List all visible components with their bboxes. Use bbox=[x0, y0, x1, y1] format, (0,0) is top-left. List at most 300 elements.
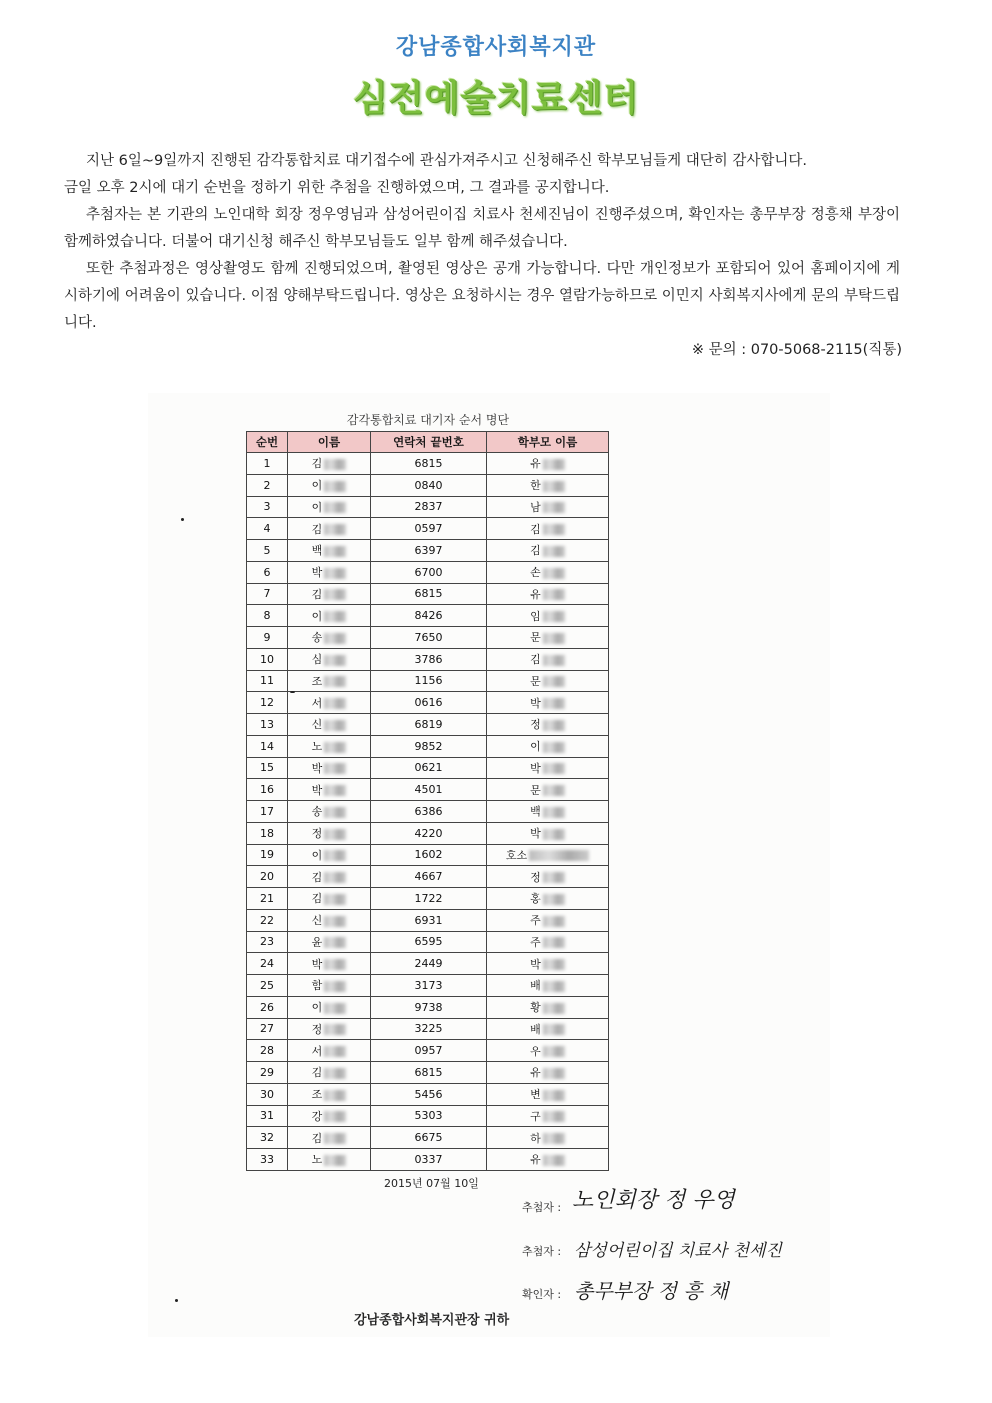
table-cell bbox=[487, 975, 609, 997]
redaction-blur bbox=[543, 568, 565, 579]
table-row bbox=[247, 1018, 609, 1040]
table-cell bbox=[371, 1062, 487, 1084]
cell-text: 우 bbox=[530, 1044, 541, 1058]
cell-text: 김 bbox=[311, 1066, 323, 1080]
redaction-blur bbox=[324, 1090, 346, 1101]
table-cell bbox=[247, 1018, 288, 1040]
cell-text: 문 bbox=[530, 783, 541, 797]
cell-text: 문 bbox=[530, 631, 541, 645]
signature-label-1: 추첨자 : bbox=[522, 1201, 562, 1214]
cell-text: 18 bbox=[260, 826, 274, 840]
table-cell bbox=[288, 1105, 371, 1127]
table-row bbox=[247, 1105, 609, 1127]
cell-text: 변 bbox=[530, 1088, 541, 1102]
table-cell bbox=[487, 1149, 609, 1171]
redaction-blur bbox=[324, 589, 346, 600]
table-cell bbox=[247, 496, 288, 518]
cell-text: 2 bbox=[263, 478, 271, 492]
table-cell bbox=[487, 866, 609, 888]
redaction-blur bbox=[324, 807, 346, 818]
cell-text: 호소 bbox=[505, 848, 528, 862]
cell-text: 17 bbox=[260, 804, 274, 818]
cell-text: 30 bbox=[260, 1087, 274, 1101]
table-cell bbox=[487, 692, 609, 714]
table-row bbox=[247, 1040, 609, 1062]
cell-text: 김 bbox=[311, 587, 323, 601]
table-cell bbox=[288, 648, 371, 670]
cell-text: 김 bbox=[311, 892, 323, 906]
cell-text: 12 bbox=[260, 696, 274, 710]
cell-text: 33 bbox=[260, 1152, 274, 1166]
cell-text: 8 bbox=[263, 609, 271, 623]
cell-text: 신 bbox=[311, 718, 323, 732]
redaction-blur bbox=[529, 850, 589, 861]
signature-label-3: 확인자 : bbox=[522, 1288, 562, 1301]
redaction-blur bbox=[543, 524, 565, 535]
table-cell bbox=[247, 1105, 288, 1127]
signature-3: 총무부장 정 흥 채 bbox=[574, 1279, 729, 1303]
notice-paragraph-1: 지난 6일~9일까지 진행된 감각통합치료 대기접수에 관심가져주시고 신청해주신 학부모님들게 대단히 감사합니다. bbox=[86, 153, 808, 169]
cell-text: 26 bbox=[260, 1000, 274, 1014]
list-title: 감각통합치료 대기자 순서 명단 bbox=[346, 413, 510, 427]
redaction-blur bbox=[324, 524, 346, 535]
table-cell bbox=[371, 605, 487, 627]
table-cell bbox=[288, 1062, 371, 1084]
table-cell bbox=[288, 605, 371, 627]
contact-info: ※ 문의 : 070-5068-2115(직통) bbox=[691, 342, 902, 358]
table-cell bbox=[487, 735, 609, 757]
cell-text: 김 bbox=[311, 522, 323, 536]
table-cell bbox=[247, 844, 288, 866]
cell-text: 이 bbox=[311, 609, 323, 623]
table-cell bbox=[371, 1018, 487, 1040]
redaction-blur bbox=[324, 611, 346, 622]
table-cell bbox=[487, 844, 609, 866]
table-cell bbox=[247, 1127, 288, 1149]
table-cell bbox=[487, 1127, 609, 1149]
cell-text: 9 bbox=[263, 630, 271, 644]
redaction-blur bbox=[324, 568, 346, 579]
cell-text: 5303 bbox=[414, 1109, 443, 1123]
redaction-blur bbox=[543, 872, 565, 883]
table-cell bbox=[371, 822, 487, 844]
cell-text: 8426 bbox=[414, 609, 443, 623]
cell-text: 15 bbox=[260, 761, 274, 775]
cell-text: 6675 bbox=[414, 1131, 443, 1145]
table-row bbox=[247, 844, 609, 866]
table-row bbox=[247, 453, 609, 475]
redaction-blur bbox=[543, 1024, 565, 1035]
cell-text: 박 bbox=[530, 957, 541, 971]
table-cell bbox=[487, 627, 609, 649]
redaction-blur bbox=[543, 633, 565, 644]
cell-text: 3225 bbox=[414, 1022, 443, 1036]
redaction-blur bbox=[543, 763, 565, 774]
table-cell bbox=[288, 583, 371, 605]
cell-text: 함 bbox=[311, 979, 323, 993]
notice-body bbox=[64, 148, 900, 337]
redaction-blur bbox=[543, 502, 565, 513]
redaction-blur bbox=[324, 894, 346, 905]
table-cell bbox=[288, 1018, 371, 1040]
table-row bbox=[247, 692, 609, 714]
cell-text: 김 bbox=[530, 653, 541, 667]
table-cell bbox=[371, 779, 487, 801]
table-row bbox=[247, 627, 609, 649]
table-cell bbox=[371, 909, 487, 931]
cell-text: 16 bbox=[260, 783, 274, 797]
table-cell bbox=[288, 518, 371, 540]
cell-text: 6815 bbox=[414, 456, 443, 470]
redaction-blur bbox=[543, 959, 565, 970]
table-cell bbox=[371, 474, 487, 496]
cell-text: 6819 bbox=[414, 717, 443, 731]
cell-text: 김 bbox=[311, 457, 323, 471]
cell-text: 주 bbox=[530, 914, 541, 928]
table-row bbox=[247, 909, 609, 931]
table-cell bbox=[247, 474, 288, 496]
redaction-blur bbox=[324, 981, 346, 992]
table-row bbox=[247, 496, 609, 518]
table-cell bbox=[371, 1083, 487, 1105]
scan-speck bbox=[290, 691, 295, 693]
table-cell bbox=[288, 540, 371, 562]
table-cell bbox=[247, 996, 288, 1018]
table-row bbox=[247, 1083, 609, 1105]
table-cell bbox=[288, 1083, 371, 1105]
table-cell bbox=[371, 583, 487, 605]
cell-text: 이 bbox=[311, 1001, 323, 1015]
redaction-blur bbox=[324, 959, 346, 970]
cell-text: 배 bbox=[530, 979, 541, 993]
cell-text: 31 bbox=[260, 1109, 274, 1123]
table-cell bbox=[371, 540, 487, 562]
cell-text: 유 bbox=[530, 457, 541, 471]
table-cell bbox=[247, 735, 288, 757]
table-cell bbox=[288, 888, 371, 910]
redaction-blur bbox=[543, 1111, 565, 1122]
cell-text: 22 bbox=[260, 913, 274, 927]
table-cell bbox=[487, 670, 609, 692]
table-row bbox=[247, 1062, 609, 1084]
redaction-blur bbox=[543, 1090, 565, 1101]
notice-paragraph-2: 추첨자는 본 기관의 노인대학 회장 정우영님과 삼성어린이집 치료사 천세진님이 진행주셨으며, 확인자는 총무부장 정흥채 부장이 함께하였습니다. 더불어 대기신청 해주신 학부모님들도 일부 함께 해주셨습니다. bbox=[64, 207, 900, 250]
table-cell bbox=[487, 1083, 609, 1105]
table-cell bbox=[247, 1062, 288, 1084]
cell-text: 5456 bbox=[414, 1087, 443, 1101]
cell-text: 21 bbox=[260, 891, 274, 905]
table-cell bbox=[371, 757, 487, 779]
cell-text: 박 bbox=[530, 761, 541, 775]
table-cell bbox=[487, 1105, 609, 1127]
table-cell bbox=[371, 518, 487, 540]
table-cell bbox=[247, 583, 288, 605]
redaction-blur bbox=[543, 1003, 565, 1014]
cell-text: 박 bbox=[311, 957, 323, 971]
waitlist-table bbox=[246, 431, 609, 1171]
redaction-blur bbox=[324, 655, 346, 666]
table-cell bbox=[247, 866, 288, 888]
table-cell bbox=[247, 822, 288, 844]
table-cell bbox=[487, 779, 609, 801]
notice-paragraph-3: 또한 추첨과정은 영상촬영도 함께 진행되었으며, 촬영된 영상은 공개 가능합니다. 다만 개인정보가 포함되어 있어 홈페이지에 게시하기에 어려움이 있습니다. 이점 양해부탁드립니다. 영상은 요청하시는 경우 열람가능하므로 이민지 사회복지사에게 문의 부탁드립니다. bbox=[64, 261, 900, 331]
cell-text: 구 bbox=[530, 1109, 541, 1123]
redaction-blur bbox=[324, 676, 346, 687]
redaction-blur bbox=[324, 1155, 346, 1166]
table-row bbox=[247, 670, 609, 692]
table-cell bbox=[487, 1040, 609, 1062]
cell-text: 송 bbox=[311, 631, 323, 645]
table-cell bbox=[288, 844, 371, 866]
table-cell bbox=[288, 822, 371, 844]
table-row bbox=[247, 996, 609, 1018]
table-cell bbox=[247, 888, 288, 910]
table-cell bbox=[371, 888, 487, 910]
table-cell bbox=[487, 1062, 609, 1084]
table-cell bbox=[487, 888, 609, 910]
table-cell bbox=[247, 714, 288, 736]
redaction-blur bbox=[324, 481, 346, 492]
table-cell bbox=[247, 692, 288, 714]
table-row bbox=[247, 1127, 609, 1149]
cell-text: 32 bbox=[260, 1131, 274, 1145]
cell-text: 0597 bbox=[414, 522, 443, 536]
cell-text: 0957 bbox=[414, 1044, 443, 1058]
cell-text: 백 bbox=[311, 544, 323, 558]
cell-text: 2449 bbox=[414, 957, 443, 971]
table-cell bbox=[371, 844, 487, 866]
redaction-blur bbox=[324, 872, 346, 883]
cell-text: 7650 bbox=[414, 630, 443, 644]
notice-paragraph-1b: 금일 오후 2시에 대기 순번을 정하기 위한 추첨을 진행하였으며, 그 결과를 공지합니다. bbox=[64, 180, 610, 196]
redaction-blur bbox=[543, 1155, 565, 1166]
table-cell bbox=[371, 975, 487, 997]
table-cell bbox=[487, 909, 609, 931]
redaction-blur bbox=[324, 1068, 346, 1079]
cell-text: 6815 bbox=[414, 587, 443, 601]
table-cell bbox=[288, 866, 371, 888]
table-cell bbox=[371, 670, 487, 692]
cell-text: 4 bbox=[263, 522, 271, 536]
cell-text: 24 bbox=[260, 957, 274, 971]
cell-text: 1722 bbox=[414, 891, 443, 905]
table-cell bbox=[247, 1083, 288, 1105]
table-header-row bbox=[247, 432, 609, 453]
cell-text: 9852 bbox=[414, 739, 443, 753]
cell-text: 백 bbox=[530, 805, 541, 819]
cell-text: 0337 bbox=[414, 1152, 443, 1166]
table-cell bbox=[288, 801, 371, 823]
cell-text: 2837 bbox=[414, 500, 443, 514]
table-cell bbox=[371, 953, 487, 975]
redaction-blur bbox=[324, 459, 346, 470]
table-row bbox=[247, 714, 609, 736]
table-row bbox=[247, 1149, 609, 1171]
cell-text: 유 bbox=[530, 587, 541, 601]
table-cell bbox=[371, 627, 487, 649]
table-cell bbox=[288, 496, 371, 518]
redaction-blur bbox=[324, 720, 346, 731]
cell-text: 0616 bbox=[414, 696, 443, 710]
redaction-blur bbox=[324, 785, 346, 796]
table-cell bbox=[371, 1040, 487, 1062]
cell-text: 11 bbox=[260, 674, 274, 688]
table-row bbox=[247, 779, 609, 801]
table-cell bbox=[371, 866, 487, 888]
cell-text: 3786 bbox=[414, 652, 443, 666]
cell-text: 노 bbox=[311, 1153, 323, 1167]
column-header: 학부모 이름 bbox=[487, 432, 609, 453]
cell-text: 0621 bbox=[414, 761, 443, 775]
redaction-blur bbox=[543, 937, 565, 948]
cell-text: 신 bbox=[311, 914, 323, 928]
redaction-blur bbox=[543, 742, 565, 753]
redaction-blur bbox=[324, 937, 346, 948]
redaction-blur bbox=[543, 1046, 565, 1057]
table-cell bbox=[247, 561, 288, 583]
cell-text: 조 bbox=[311, 674, 323, 688]
cell-text: 배 bbox=[530, 1022, 541, 1036]
table-cell bbox=[247, 540, 288, 562]
table-row bbox=[247, 474, 609, 496]
cell-text: 27 bbox=[260, 1022, 274, 1036]
redaction-blur bbox=[543, 894, 565, 905]
table-cell bbox=[371, 801, 487, 823]
cell-text: 23 bbox=[260, 935, 274, 949]
redaction-blur bbox=[543, 676, 565, 687]
table-cell bbox=[371, 931, 487, 953]
cell-text: 10 bbox=[260, 652, 274, 666]
redaction-blur bbox=[543, 1068, 565, 1079]
cell-text: 정 bbox=[311, 827, 323, 841]
cell-text: 5 bbox=[263, 543, 271, 557]
table-cell bbox=[371, 496, 487, 518]
cell-text: 박 bbox=[311, 566, 323, 580]
table-row bbox=[247, 888, 609, 910]
table-cell bbox=[288, 975, 371, 997]
redaction-blur bbox=[543, 698, 565, 709]
redaction-blur bbox=[543, 655, 565, 666]
table-row bbox=[247, 583, 609, 605]
cell-text: 손 bbox=[530, 566, 541, 580]
cell-text: 3 bbox=[263, 500, 271, 514]
table-cell bbox=[487, 714, 609, 736]
table-cell bbox=[247, 801, 288, 823]
table-cell bbox=[487, 931, 609, 953]
cell-text: 29 bbox=[260, 1065, 274, 1079]
table-row bbox=[247, 540, 609, 562]
signature-2: 삼성어린이집 치료사 천세진 bbox=[574, 1241, 782, 1261]
cell-text: 4220 bbox=[414, 826, 443, 840]
redaction-blur bbox=[324, 1003, 346, 1014]
cell-text: 송 bbox=[311, 805, 323, 819]
table-row bbox=[247, 801, 609, 823]
table-cell bbox=[247, 931, 288, 953]
cell-text: 박 bbox=[530, 696, 541, 710]
table-cell bbox=[487, 605, 609, 627]
cell-text: 0840 bbox=[414, 478, 443, 492]
cell-text: 6 bbox=[263, 565, 271, 579]
table-cell bbox=[288, 1127, 371, 1149]
table-row bbox=[247, 757, 609, 779]
table-cell bbox=[288, 453, 371, 475]
table-cell bbox=[371, 714, 487, 736]
table-cell bbox=[487, 757, 609, 779]
signature-1: 노인회장 정 우영 bbox=[572, 1188, 735, 1213]
table-cell bbox=[487, 540, 609, 562]
table-cell bbox=[288, 909, 371, 931]
table-cell bbox=[288, 561, 371, 583]
table-cell bbox=[288, 1040, 371, 1062]
cell-text: 이 bbox=[530, 740, 541, 754]
table-cell bbox=[487, 474, 609, 496]
table-cell bbox=[247, 518, 288, 540]
cell-text: 강 bbox=[311, 1109, 323, 1123]
cell-text: 이 bbox=[311, 500, 323, 514]
cell-text: 25 bbox=[260, 978, 274, 992]
cell-text: 김 bbox=[311, 1131, 323, 1145]
table-cell bbox=[247, 757, 288, 779]
cell-text: 28 bbox=[260, 1044, 274, 1058]
table-cell bbox=[487, 496, 609, 518]
cell-text: 김 bbox=[311, 870, 323, 884]
cell-text: 박 bbox=[311, 783, 323, 797]
table-cell bbox=[288, 692, 371, 714]
redaction-blur bbox=[324, 1024, 346, 1035]
table-cell bbox=[247, 453, 288, 475]
cell-text: 이 bbox=[311, 479, 323, 493]
cell-text: 서 bbox=[311, 696, 323, 710]
center-name: 심전예술치료센터 bbox=[352, 78, 640, 119]
cell-text: 정 bbox=[311, 1022, 323, 1036]
redaction-blur bbox=[543, 981, 565, 992]
table-cell bbox=[288, 953, 371, 975]
redaction-blur bbox=[324, 829, 346, 840]
cell-text: 6397 bbox=[414, 543, 443, 557]
table-row bbox=[247, 518, 609, 540]
table-cell bbox=[247, 953, 288, 975]
column-header: 이름 bbox=[288, 432, 371, 453]
redaction-blur bbox=[324, 916, 346, 927]
cell-text: 주 bbox=[530, 935, 541, 949]
cell-text: 4501 bbox=[414, 783, 443, 797]
redaction-blur bbox=[543, 785, 565, 796]
cell-text: 1 bbox=[263, 456, 271, 470]
cell-text: 황 bbox=[530, 1001, 541, 1015]
table-cell bbox=[487, 518, 609, 540]
redaction-blur bbox=[543, 720, 565, 731]
table-cell bbox=[371, 561, 487, 583]
redaction-blur bbox=[543, 807, 565, 818]
table-cell bbox=[487, 561, 609, 583]
cell-text: 조 bbox=[311, 1088, 323, 1102]
redaction-blur bbox=[543, 589, 565, 600]
cell-text: 1602 bbox=[414, 848, 443, 862]
cell-text: 1156 bbox=[414, 674, 443, 688]
table-cell bbox=[487, 953, 609, 975]
redaction-blur bbox=[324, 633, 346, 644]
redaction-blur bbox=[543, 611, 565, 622]
cell-text: 9738 bbox=[414, 1000, 443, 1014]
table-cell bbox=[371, 1149, 487, 1171]
cell-text: 4667 bbox=[414, 870, 443, 884]
table-cell bbox=[247, 1040, 288, 1062]
table-cell bbox=[288, 931, 371, 953]
table-cell bbox=[247, 627, 288, 649]
redaction-blur bbox=[543, 829, 565, 840]
cell-text: 19 bbox=[260, 848, 274, 862]
table-cell bbox=[487, 996, 609, 1018]
